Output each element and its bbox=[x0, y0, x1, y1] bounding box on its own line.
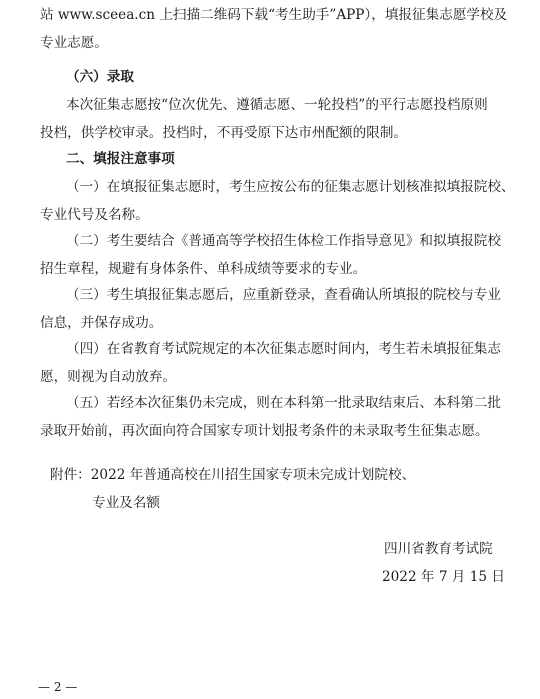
list-item-line: 愿，则视为自动放弃。 bbox=[40, 369, 176, 385]
list-item-line: 录取开始前，再次面向符合国家专项计划报考条件的未录取考生征集志愿。 bbox=[40, 423, 489, 439]
list-item-line: （二）考生要结合《普通高等学校招生体检工作指导意见》和拟填报院校 bbox=[66, 233, 501, 249]
signature-org: 四川省教育考试院 bbox=[384, 541, 493, 557]
list-item-line: 信息，并保存成功。 bbox=[40, 315, 163, 331]
attachment-line: 专业及名额 bbox=[92, 495, 160, 511]
list-item-line: （三）考生填报征集志愿后，应重新登录，查看确认所填报的院校与专业 bbox=[66, 287, 501, 303]
list-item-line: （一）在填报征集志愿时，考生应按公布的征集志愿计划核准拟填报院校、 bbox=[66, 179, 515, 195]
paragraph-line: 本次征集志愿按“位次优先、遵循志愿、一轮投档”的平行志愿投档原则 bbox=[66, 97, 488, 113]
list-item-line: 招生章程，规避有身体条件、单科成绩等要求的专业。 bbox=[40, 261, 367, 277]
section-heading-notes: 二、填报注意事项 bbox=[66, 151, 175, 167]
paragraph-line: 投档，供学校审录。投档时，不再受原下达市州配额的限制。 bbox=[40, 125, 408, 141]
paragraph-line: 专业志愿。 bbox=[40, 35, 108, 51]
paragraph-line: 站 www.sceea.cn 上扫描二维码下载“考生助手”APP），填报征集志愿学校及 bbox=[40, 7, 508, 23]
section-heading-admission: （六）录取 bbox=[66, 69, 134, 85]
attachment-line: 附件：2022 年普通高校在川招生国家专项未完成计划院校、 bbox=[50, 467, 416, 483]
list-item-line: （四）在省教育考试院规定的本次征集志愿时间内，考生若未填报征集志 bbox=[66, 341, 501, 357]
page-number: — 2 — bbox=[38, 680, 78, 694]
list-item-line: （五）若经本次征集仍未完成，则在本科第一批录取结束后、本科第二批 bbox=[66, 395, 501, 411]
signature-date: 2022 年 7 月 15 日 bbox=[382, 569, 505, 585]
list-item-line: 专业代号及名称。 bbox=[40, 207, 149, 223]
